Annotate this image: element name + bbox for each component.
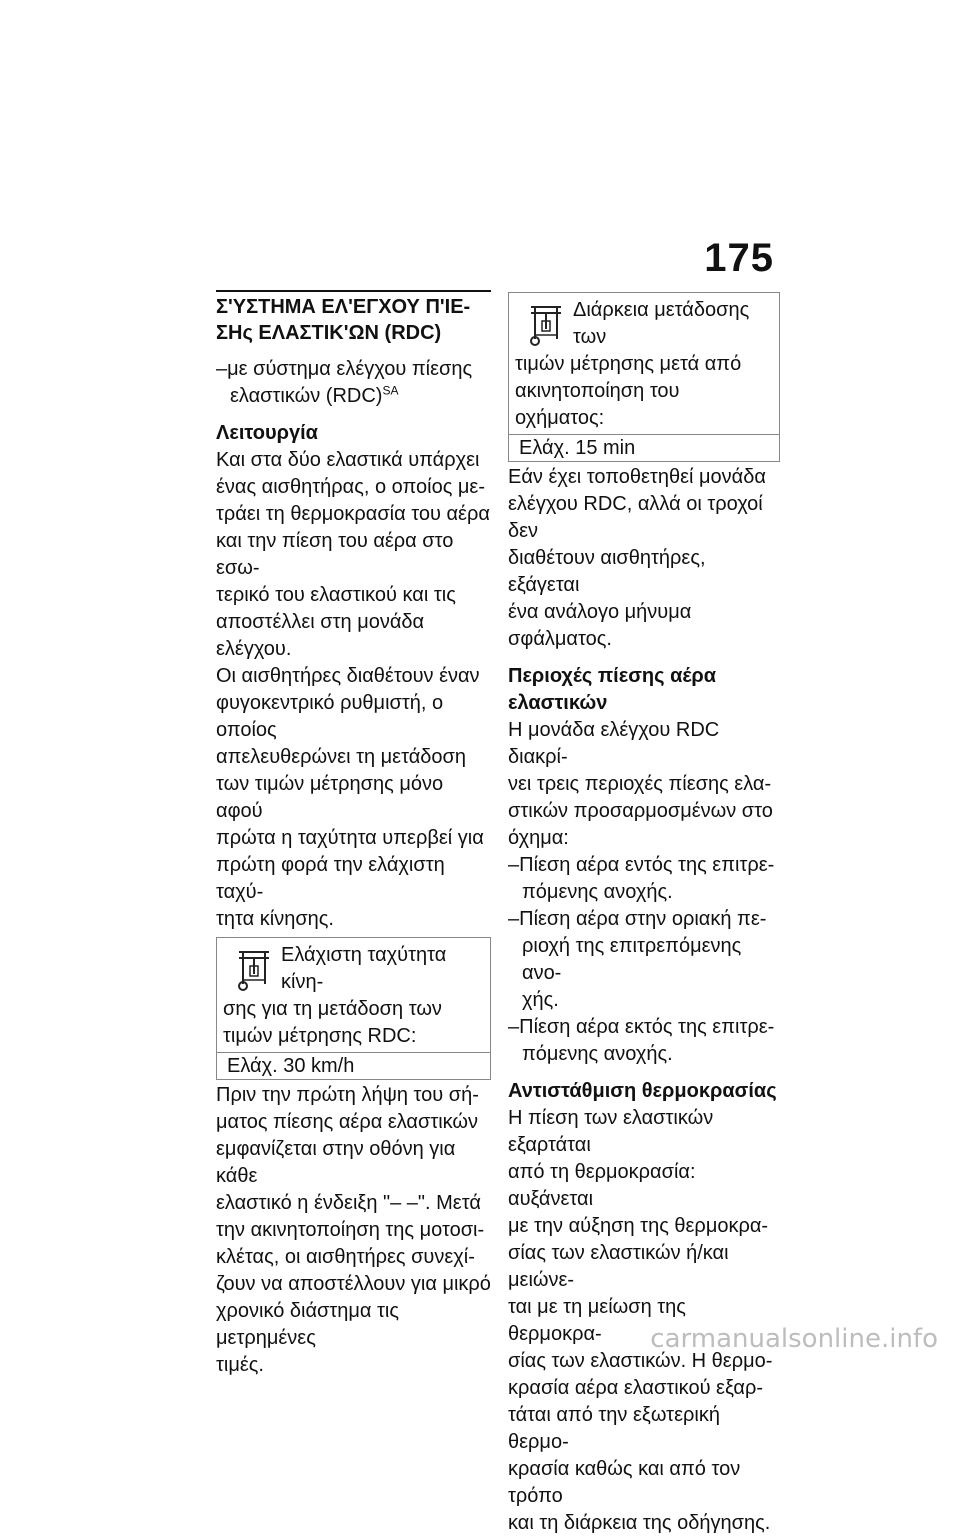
section-title	[216, 294, 491, 346]
text-line: από τη θερμοκρασία: αυξάνεται	[508, 1161, 696, 1210]
text-line: των τιμών μέτρησης μόνο αφού	[216, 773, 444, 822]
list-item-text: Πίεση αέρα εκτός της επιτρε-	[519, 1016, 775, 1038]
dash-bullet: –	[508, 908, 520, 930]
list-item-text: πόμενης ανοχής.	[522, 1043, 673, 1065]
spec-text-line: Ελάχιστη ταχύτητα κίνη-	[281, 944, 447, 993]
text-line: κρασία καθώς και από τον τρόπο	[508, 1458, 741, 1507]
text-line: Πριν την πρώτη λήψη του σή-	[216, 1084, 479, 1106]
heading-line: Περιοχές πίεσης αέρα	[508, 665, 717, 687]
text-line: και την πίεση του αέρα στο εσω-	[216, 530, 454, 579]
equipment-option	[216, 356, 491, 410]
text-line: τερικό του ελαστικού και τις	[216, 584, 456, 606]
text-line: ελαστικό η ένδειξη "– –". Μετά	[216, 1192, 481, 1214]
section-title-line: Σ'ΥΣΤΗΜΑ ΕΛ'ΕΓΧΟΥ Π'ΙΕ-	[216, 296, 471, 318]
text-line: ται με τη μείωση της θερμοκρα-	[508, 1296, 686, 1345]
list-item	[508, 906, 780, 933]
text-line: πρώτη φορά την ελάχιστη ταχύ-	[216, 854, 445, 903]
list-item-text: Πίεση αέρα εντός της επιτρε-	[519, 854, 775, 876]
spec-value: Ελάχ. 15 min	[509, 434, 779, 461]
speedometer-gauge-icon	[235, 944, 273, 994]
text-line: με την αύξηση της θερμοκρα-	[508, 1215, 769, 1237]
spec-box-min-speed	[216, 937, 491, 1080]
spec-text-line: τιμών μέτρησης μετά από	[515, 353, 742, 375]
dash-bullet: –	[508, 854, 520, 876]
text-line: την ακινητοποίηση της μοτοσι-	[216, 1219, 485, 1241]
text-line: φυγοκεντρικό ρυθμιστή, ο οποίος	[216, 692, 444, 741]
text-line: ένα ανάλογο μήνυμα σφάλματος.	[508, 601, 692, 650]
text-line: πρώτα η ταχύτητα υπερβεί για	[216, 827, 484, 849]
paragraph-temperature	[508, 1105, 780, 1537]
text-line: διαθέτουν αισθητήρες, εξάγεται	[508, 547, 706, 596]
text-line: χρονικό διάστημα τις μετρημένες	[216, 1300, 400, 1349]
text-line: Και στα δύο ελαστικά υπάρχει	[216, 449, 480, 471]
left-column	[216, 290, 491, 1379]
list-item	[508, 1014, 780, 1041]
text-line: εμφανίζεται στην οθόνη για κάθε	[216, 1138, 456, 1187]
paragraph-function	[216, 447, 491, 933]
option-text: με σύστημα ελέγχου πίεσης	[227, 358, 473, 380]
page-number: 175	[704, 236, 774, 280]
heading-temperature-compensation: Αντιστάθμιση θερμοκρασίας	[508, 1080, 777, 1102]
text-line: Η μονάδα ελέγχου RDC διακρί-	[508, 719, 720, 768]
spec-text-line: σης για τη μετάδοση των	[223, 998, 442, 1020]
list-item-text: Πίεση αέρα στην οριακή πε-	[519, 908, 767, 930]
text-line: ζουν να αποστέλλουν για μικρό	[216, 1273, 491, 1295]
spec-text-line: ακινητοποίηση του οχήματος:	[515, 380, 680, 429]
text-line: κλέτας, οι αισθητήρες συνεχί-	[216, 1246, 475, 1268]
optional-equipment-marker: SA	[382, 383, 399, 398]
heading-pressure-ranges	[508, 663, 780, 717]
text-line: στικών προσαρμοσμένων στο	[508, 800, 773, 822]
heading-line: ελαστικών	[508, 692, 608, 714]
paragraph-first-signal	[216, 1082, 491, 1379]
text-line: τράει τη θερμοκρασία του αέρα	[216, 503, 490, 525]
spec-text-line: τιμών μέτρησης RDC:	[223, 1025, 417, 1047]
paragraph-ranges-intro	[508, 717, 780, 852]
heading-function: Λειτουργία	[216, 422, 318, 444]
dash-bullet: –	[216, 358, 228, 380]
dash-bullet: –	[508, 1016, 520, 1038]
text-line: ματος πίεσης αέρα ελαστικών	[216, 1111, 479, 1133]
spec-text-line: Διάρκεια μετάδοσης των	[573, 299, 750, 348]
text-line: τητα κίνησης.	[216, 908, 334, 930]
watermark-link[interactable]: carmanualsonline.info	[650, 1324, 938, 1354]
text-line: αποστέλλει στη μονάδα ελέγχου.	[216, 611, 425, 660]
text-line: Η πίεση των ελαστικών εξαρτάται	[508, 1107, 714, 1156]
text-line: κρασία αέρα ελαστικού εξαρ-	[508, 1377, 763, 1399]
text-line: απελευθερώνει τη μετάδοση	[216, 746, 466, 768]
ranges-list	[508, 852, 780, 1068]
text-line: νει τρεις περιοχές πίεσης ελα-	[508, 773, 772, 795]
section-title-line: ΣΗς ΕΛΑΣΤΙΚ'ΩΝ (RDC)	[216, 322, 442, 344]
text-line: τιμές.	[216, 1354, 264, 1376]
list-item	[508, 852, 780, 879]
text-line: σίας των ελαστικών ή/και μειώνε-	[508, 1242, 729, 1291]
list-item-text: πόμενης ανοχής.	[522, 881, 673, 903]
text-line: ένας αισθητήρας, ο οποίος με-	[216, 476, 486, 498]
spec-box-transmission-duration	[508, 292, 780, 462]
option-text-2: ελαστικών (RDC)	[230, 385, 383, 407]
spec-value: Ελάχ. 30 km/h	[217, 1052, 490, 1079]
text-line: ελέγχου RDC, αλλά οι τροχοί δεν	[508, 493, 763, 542]
text-line: Εάν έχει τοποθετηθεί μονάδα	[508, 466, 766, 488]
text-line: τάται από την εξωτερική θερμο-	[508, 1404, 720, 1453]
text-line: όχημα:	[508, 827, 569, 849]
tyre-sensor-icon	[527, 299, 565, 349]
paragraph-no-sensors	[508, 464, 780, 653]
text-line: Οι αισθητήρες διαθέτουν έναν	[216, 665, 480, 687]
text-line: και τη διάρκεια της οδήγησης.	[508, 1512, 771, 1534]
list-item-text: ριοχή της επιτρεπόμενης ανο-	[522, 935, 742, 984]
list-item-text: χής.	[522, 989, 559, 1011]
text-line: σίας των ελαστικών. Η θερμο-	[508, 1350, 773, 1372]
